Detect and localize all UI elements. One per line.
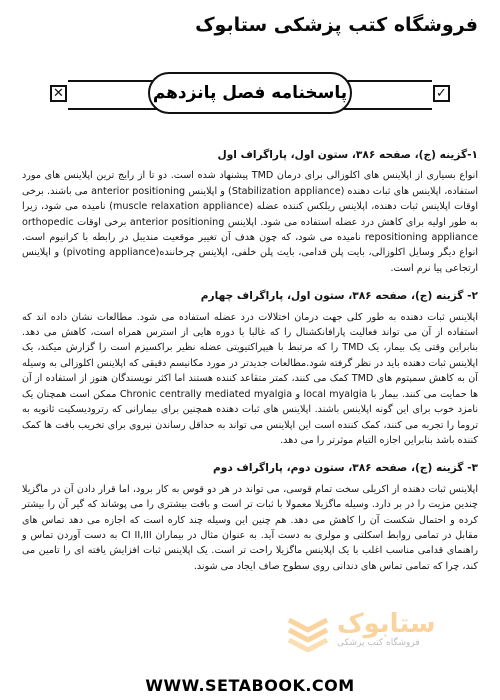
check-box-icon: ✓ <box>433 85 450 102</box>
section-body: اپلاینس ثبات دهنده از اکریلی سخت تمام قوسی، می تواند در هر دو قوس به کار برود، اما قرار دادن آن در ماگزیلا چندین مزیت را در بر دارد. وسیله ماگزیلا معمولا با ثبات تر است و بافت بیشتری را می پوشاند که گیر آن را بیشتر کرده و احتمال شکست آن را کاهش می دهد. هم چنین این وسیله چند کاره است که اجازه می دهد تماس های مقابل در تمامی روابط اسکلتی و مولری به دست آید. به عنوان مثال در بیماران CI II,III به دست آوردن تماس و راهنمای قدامی مناسب اغلب با یک اپلاینس ماگزیلا راحت تر است. یک اپلاینس ثبات افزایش یافته ای را تامین می کند، چرا که تمامی تماس های دندانی روی سطوح صاف ایجاد می شوند. <box>22 483 478 572</box>
cross-box-icon: ✕ <box>50 85 67 102</box>
footer-url: WWW.SETABOOK.COM <box>145 676 355 695</box>
section-body: اپلاینس ثبات دهنده به طور کلی جهت درمان اختلالات درد عضله استفاده می شود. مطالعات نشان داده اند که استفاده از آن می تواند فعالیت پارافانکشنال را که غالبا با دوره هایی از استرس همراه است، کاهش می دهد. بنابراین وقتی یک بیمار، یک TMD را که مرتبط با هیپراکتیویتی عضله نظیر براکسیزم است را گزارش میکند، یک اپلاینس ثبات دهنده باید در نظر گرفته شود.مطالعات جدیدتر در مورد مکانیسم دقیقی که اپلاینس اکلوزالی به وسیله آن به کاهش سمپتوم های TMD کمک می کنند، کمتر متقاعد کننده هستند اما اکثر نویسندگان هنوز از استفاده از آن ها حمایت می کنند. بیمار با local myalgia و Chronic centrally mediated myalgia ممکن است همچنان یک نامزد خوب برای این گونه اپلاینس باشند. اپلاینس های ثبات دهنده همچنین برای بیمارانی که رترودیسکیت ثانویه به تروما را تجربه می کنند، کمک کننده است این اپلاینس می تواند به حداقل رساندن نیروی برای تخریب بافت ها کمک کننده باشد بنابراین اجازه التیام موثرتر را می دهد. <box>22 311 479 446</box>
section-heading: ۱-گزینه (ج)، صفحه ۳۸۶، ستون اول، پاراگراف اول <box>217 149 478 161</box>
banner-title-pill <box>148 72 352 114</box>
answer-content <box>22 148 478 587</box>
watermark-text <box>337 610 436 649</box>
watermark-brand: ستابوک <box>337 608 436 639</box>
watermark <box>285 600 475 658</box>
chapter-title: پاسخنامه فصل پانزدهم <box>152 83 348 103</box>
section-body: انواع بسیاری از اپلاینس های اکلوزالی برای درمان TMD پیشنهاد شده است. دو تا از رایج ترین اپلاینس های مورد استفاده، اپلاینس های ثبات دهنده (Stabilization appliance) و اپلاینس anterior positioning می باشند. برخی اوقات اپلاینس ثبات دهنده، اپلاینس ریلکس کننده عضله (muscle relaxation appliance) نامیده می شود، زیرا به طور اولیه برای کاهش درد عضله استفاده می شود. اپلاینس anterior positioning برخی اوقات orthopedic repositioning appliance نامیده می شود، که چون هدف آن تغییر موقعیت مندیبل در رابطه با کرانیوم است. انواع دیگر وسایل اکلوزالی، بایت پلن قدامی، بایت پلن خلفی، اپلاینس چرخاننده(pivoting appliance) و اپلاینس ارتجاعی پیا نرم است. <box>22 170 478 274</box>
chapter-banner <box>40 72 460 116</box>
store-title: فروشگاه کتب پزشکی ستابوک <box>195 14 478 36</box>
book-logo-icon <box>285 606 331 652</box>
section-heading: ۲- گزینه (ج)، صفحه ۳۸۶، ستون اول، پاراگراف چهارم <box>200 290 478 303</box>
answer-section <box>22 289 478 448</box>
section-heading: ۳- گزینه (ج)، صفحه ۳۸۶، ستون دوم، پاراگراف دوم <box>213 462 478 475</box>
watermark-subtitle: فروشگاه کتب پزشکی <box>337 637 420 648</box>
answer-section <box>22 148 478 276</box>
answer-section <box>22 461 478 574</box>
